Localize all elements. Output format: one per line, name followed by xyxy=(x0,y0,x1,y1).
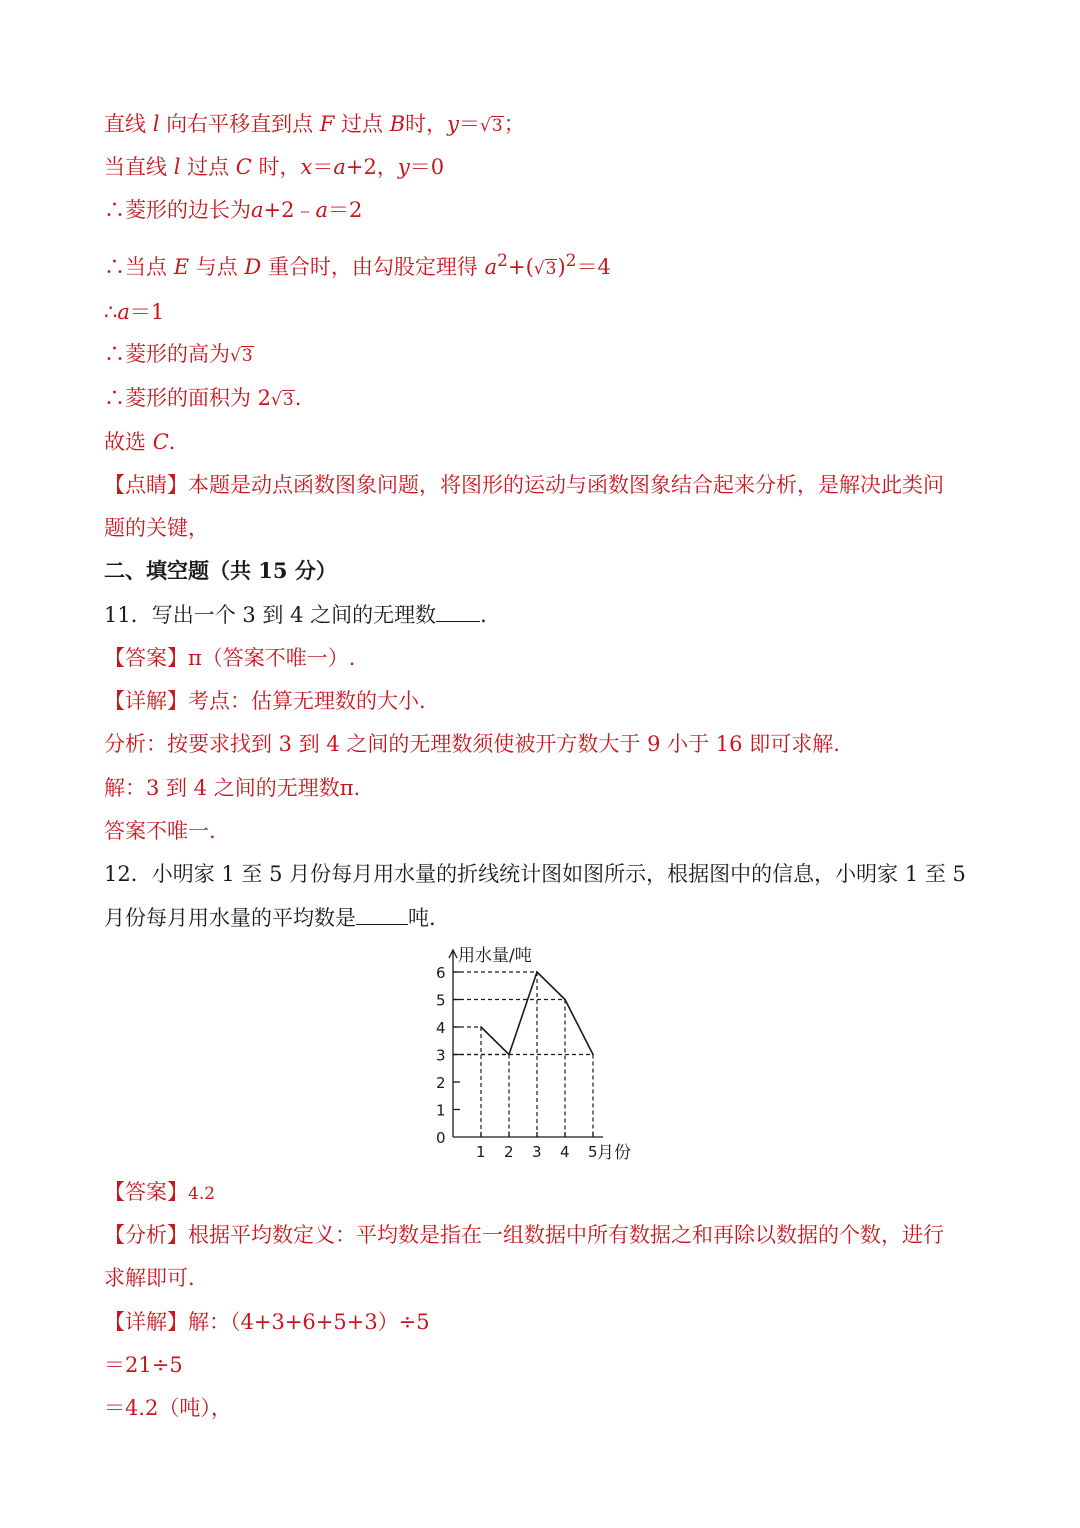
solution-line-4 xyxy=(104,247,611,283)
text: 重合时，由勾股定理得 xyxy=(267,255,478,279)
note-11: 答案不唯一. xyxy=(104,819,216,843)
var-a: a xyxy=(117,300,130,324)
data-point xyxy=(480,1026,482,1028)
data-point xyxy=(508,1054,510,1056)
text: 向右平移直到点 xyxy=(166,112,314,136)
question-12-line-2 xyxy=(104,904,436,932)
y-tick-label: 6 xyxy=(436,964,446,982)
text: +2﹣ xyxy=(263,198,316,222)
var-E: E xyxy=(173,255,190,279)
var-y: y xyxy=(397,155,410,179)
x-tick-label: 1 xyxy=(476,1143,486,1161)
detail-12-line-2: ＝21÷5 xyxy=(104,1353,183,1377)
question-11 xyxy=(104,601,487,629)
var-C: C xyxy=(235,155,252,179)
text: ＝1 xyxy=(129,300,165,324)
analysis-12-line-1: 【分析】根据平均数定义：平均数是指在一组数据中所有数据之和再除以数据的个数，进行 xyxy=(104,1223,944,1247)
answer-12 xyxy=(104,1178,215,1208)
text: ) xyxy=(557,255,566,279)
text: ∴当点 xyxy=(104,255,167,279)
text: ＝0 xyxy=(409,155,445,179)
text: 过点 xyxy=(341,112,384,136)
solution-line-6 xyxy=(104,340,254,370)
water-usage-line-chart xyxy=(425,940,655,1168)
data-point xyxy=(536,971,538,973)
question-text: 11．写出一个 3 到 4 之间的无理数 xyxy=(104,603,437,627)
y-tick-label: 1 xyxy=(436,1101,446,1120)
var-D: D xyxy=(244,255,262,279)
y-tick-label: 0 xyxy=(436,1129,446,1147)
sqrt-icon: √3 xyxy=(230,346,253,366)
sqrt-icon: √3 xyxy=(480,116,503,136)
x-tick-label: 4 xyxy=(560,1143,570,1161)
text: 故选 xyxy=(104,430,146,454)
equals: ＝ xyxy=(459,112,481,136)
text: +2， xyxy=(345,155,398,179)
text: +( xyxy=(507,255,534,279)
answer-blank xyxy=(356,904,408,925)
text: . xyxy=(294,386,302,410)
y-tick-label: 5 xyxy=(436,991,446,1010)
data-point xyxy=(564,999,566,1001)
text: ∴菱形的边长为 xyxy=(104,198,251,222)
text: 时， xyxy=(258,155,301,179)
answer-blank xyxy=(436,601,480,622)
text: ＝4 xyxy=(576,255,611,279)
solution-line-1 xyxy=(104,110,525,140)
text: 当直线 xyxy=(104,155,167,179)
text: ∴菱形的高为 xyxy=(104,342,230,366)
data-point xyxy=(592,1054,594,1056)
text: ； xyxy=(503,112,525,136)
solution-line-5 xyxy=(104,298,164,326)
comment-line-1: 【点睛】本题是动点函数图象问题，将图形的运动与函数图象结合起来分析，是解决此类问 xyxy=(104,473,944,497)
var-F: F xyxy=(319,112,335,136)
question-text: 月份每月用水量的平均数是 xyxy=(104,906,356,930)
detail-12-line-3: ＝4.2（吨）， xyxy=(104,1396,232,1420)
sqrt-icon: √3 xyxy=(533,259,557,279)
x-tick-label: 5 xyxy=(588,1143,598,1161)
chart-ticks xyxy=(436,964,598,1161)
text: 与点 xyxy=(195,255,238,279)
text: ＝2 xyxy=(328,198,363,222)
y-tick-label: 4 xyxy=(436,1019,446,1037)
x-tick-label: 2 xyxy=(504,1143,514,1161)
equals: ＝ xyxy=(312,155,334,179)
var-B: B xyxy=(389,112,406,136)
answer-value: 4.2 xyxy=(188,1184,216,1204)
text: 时， xyxy=(405,112,448,136)
x-axis-label: 月份 xyxy=(597,1143,631,1163)
radicand: 3 xyxy=(282,390,294,410)
x-tick-label: 3 xyxy=(532,1143,542,1161)
text: 吨. xyxy=(408,906,436,930)
text: ∴菱形的面积为 2 xyxy=(104,386,272,410)
answer-11: 【答案】π（答案不唯一）. xyxy=(104,646,356,670)
var-a: a xyxy=(333,155,346,179)
comment-line-2: 题的关键， xyxy=(104,516,209,540)
sqrt-icon: √3 xyxy=(271,390,294,410)
solution-line-2 xyxy=(104,153,444,181)
radicand: 3 xyxy=(491,116,503,136)
solution-line-8 xyxy=(104,428,175,456)
radicand: 3 xyxy=(545,259,557,279)
exponent: 2 xyxy=(565,251,577,271)
radicand: 3 xyxy=(241,346,253,366)
detail-11: 【详解】考点：估算无理数的大小. xyxy=(104,689,426,713)
text: 过点 xyxy=(187,155,230,179)
question-12-line-1: 12．小明家 1 至 5 月份每月用水量的折线统计图如图所示，根据图中的信息，小明家 1 至 5 xyxy=(104,862,966,886)
therefore-symbol: ∴ xyxy=(104,300,118,324)
y-axis-label: 用水量/吨 xyxy=(458,946,532,966)
var-y: y xyxy=(447,112,460,136)
detail-12-line-1: 【详解】解：（4+3+6+5+3）÷5 xyxy=(104,1310,430,1334)
text: 直线 xyxy=(104,112,146,136)
solution-line-3 xyxy=(104,196,362,224)
var-x: x xyxy=(300,155,313,179)
var-a: a xyxy=(315,198,329,222)
var-C: C xyxy=(152,430,169,454)
text: . xyxy=(168,430,176,454)
var-a: a xyxy=(251,198,264,222)
analysis-11: 分析：按要求找到 3 到 4 之间的无理数须使被开方数大于 9 小于 16 即可求解. xyxy=(104,732,840,756)
chart-guides xyxy=(453,972,593,1137)
text: . xyxy=(480,603,487,627)
var-l: l xyxy=(152,112,160,136)
exponent: 2 xyxy=(497,251,508,271)
var-l: l xyxy=(173,155,181,179)
solution-line-7 xyxy=(104,384,301,414)
y-tick-label: 2 xyxy=(436,1074,446,1092)
answer-label: 【答案】 xyxy=(104,1180,188,1204)
solution-11: 解：3 到 4 之间的无理数π. xyxy=(104,776,361,800)
analysis-12-line-2: 求解即可. xyxy=(104,1266,195,1290)
var-a: a xyxy=(484,255,498,279)
section-heading: 二、填空题（共 15 分） xyxy=(104,558,337,583)
y-tick-label: 3 xyxy=(436,1046,446,1065)
